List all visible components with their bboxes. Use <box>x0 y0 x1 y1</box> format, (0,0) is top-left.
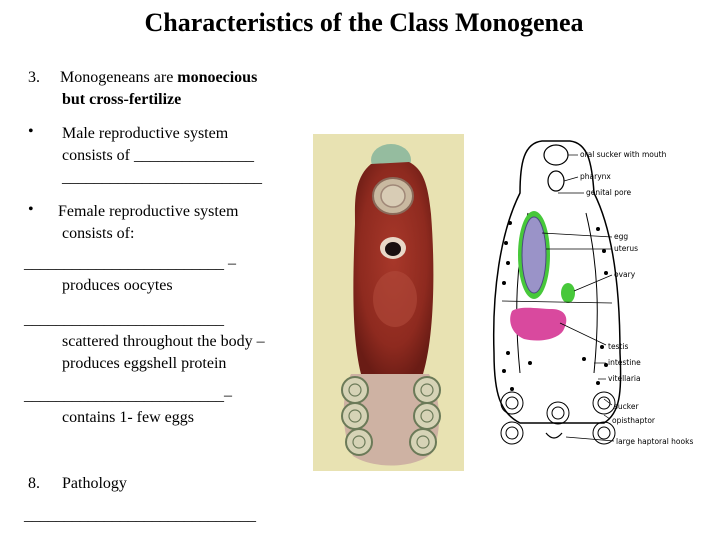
male-line-1: Male reproductive system <box>62 125 229 142</box>
monogenean-diagram <box>480 133 722 453</box>
label-hooks: large haptoral hooks <box>616 437 694 446</box>
label-genital-pore: genital pore <box>586 188 632 197</box>
label-sucker: sucker <box>614 402 639 411</box>
bullet-female: • <box>28 201 34 218</box>
female-line-1: Female reproductive system <box>58 203 239 220</box>
blank-uterus: _________________________– <box>24 387 232 404</box>
label-oral-sucker: oral sucker with mouth <box>580 150 667 159</box>
ovary-description: produces oocytes <box>62 277 173 294</box>
label-ovary: ovary <box>614 270 636 279</box>
vitellaria-description-2: produces eggshell protein <box>62 355 227 372</box>
specimen-photo <box>313 134 464 471</box>
vitellaria-description: scattered throughout the body – <box>62 333 265 350</box>
label-testis: testis <box>608 342 629 351</box>
male-line-2: consists of _______________ <box>62 147 254 164</box>
item-number-8: 8. <box>28 475 40 492</box>
label-opisthaptor: opisthaptor <box>612 416 656 425</box>
blank-ovary: _________________________ – <box>24 255 236 272</box>
item-3-continuation: but cross-fertilize <box>62 91 182 108</box>
label-pharynx: pharynx <box>580 172 611 181</box>
label-intestine: intestine <box>608 358 641 367</box>
label-uterus: uterus <box>614 244 639 253</box>
item-3-text: Monogeneans are monoecious <box>60 69 258 86</box>
uterus-description: contains 1- few eggs <box>62 409 194 426</box>
item-number-3: 3. <box>28 69 40 86</box>
male-line-3: _________________________ <box>62 169 262 186</box>
item-8-text: Pathology <box>62 475 127 492</box>
label-vitellaria: vitellaria <box>608 374 641 383</box>
label-egg: egg <box>614 232 629 241</box>
term-monoecious: monoecious <box>177 69 258 86</box>
blank-vitellaria: _________________________ <box>24 311 224 328</box>
slide-title: Characteristics of the Class Monogenea <box>144 8 584 37</box>
blank-pathology: _____________________________ <box>24 507 256 524</box>
bullet-male: • <box>28 123 34 140</box>
female-line-2: consists of: <box>62 225 135 242</box>
